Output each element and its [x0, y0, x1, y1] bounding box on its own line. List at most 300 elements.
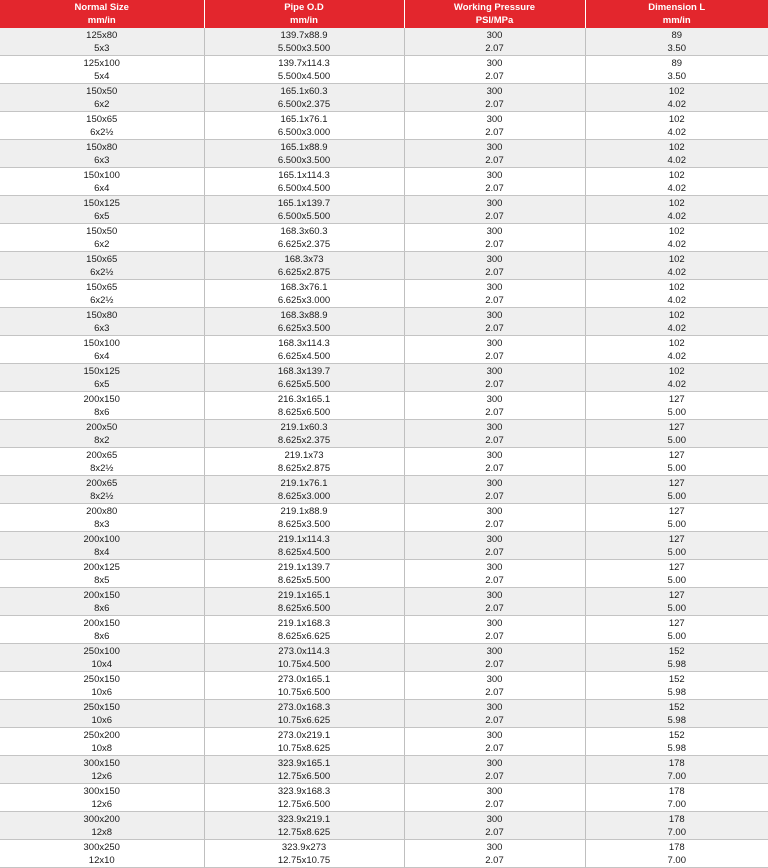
imperial-value: 2.07	[405, 322, 585, 335]
table-row	[0, 168, 768, 196]
dimension-l-cell	[585, 532, 768, 560]
imperial-value: 5.00	[586, 434, 768, 447]
header-title: Working Pressure	[405, 1, 585, 14]
imperial-value: 4.02	[586, 266, 768, 279]
working-pressure-cell	[404, 448, 585, 476]
working-pressure-cell	[404, 504, 585, 532]
pipe-od-cell	[204, 476, 404, 504]
header-title: Normal Size	[0, 1, 204, 14]
working-pressure-cell	[404, 644, 585, 672]
metric-value: 102	[586, 281, 768, 294]
metric-value: 219.1x60.3	[205, 421, 404, 434]
imperial-value: 10x6	[0, 714, 204, 727]
imperial-value: 6.500x3.500	[205, 154, 404, 167]
working-pressure-cell	[404, 616, 585, 644]
imperial-value: 12.75x6.500	[205, 798, 404, 811]
table-row	[0, 784, 768, 812]
metric-value: 200x65	[0, 477, 204, 490]
metric-value: 150x65	[0, 281, 204, 294]
imperial-value: 6x2½	[0, 266, 204, 279]
working-pressure-cell	[404, 252, 585, 280]
table-header	[0, 0, 768, 28]
metric-value: 219.1x165.1	[205, 589, 404, 602]
imperial-value: 7.00	[586, 770, 768, 783]
imperial-value: 2.07	[405, 546, 585, 559]
metric-value: 323.9x273	[205, 841, 404, 854]
imperial-value: 6x4	[0, 350, 204, 363]
metric-value: 300	[405, 533, 585, 546]
metric-value: 300	[405, 85, 585, 98]
working-pressure-cell	[404, 196, 585, 224]
imperial-value: 2.07	[405, 378, 585, 391]
metric-value: 300	[405, 505, 585, 518]
metric-value: 300x150	[0, 785, 204, 798]
metric-value: 139.7x88.9	[205, 29, 404, 42]
metric-value: 127	[586, 449, 768, 462]
imperial-value: 4.02	[586, 378, 768, 391]
dimension-l-cell	[585, 448, 768, 476]
metric-value: 219.1x168.3	[205, 617, 404, 630]
working-pressure-cell	[404, 784, 585, 812]
normal-size-cell	[0, 784, 204, 812]
imperial-value: 5x3	[0, 42, 204, 55]
imperial-value: 6.500x5.500	[205, 210, 404, 223]
imperial-value: 8x3	[0, 518, 204, 531]
pipe-od-cell	[204, 28, 404, 56]
imperial-value: 10.75x6.625	[205, 714, 404, 727]
imperial-value: 10x6	[0, 686, 204, 699]
imperial-value: 2.07	[405, 658, 585, 671]
metric-value: 178	[586, 785, 768, 798]
working-pressure-cell	[404, 672, 585, 700]
metric-value: 165.1x76.1	[205, 113, 404, 126]
imperial-value: 5.98	[586, 714, 768, 727]
imperial-value: 2.07	[405, 574, 585, 587]
imperial-value: 4.02	[586, 182, 768, 195]
table-row	[0, 672, 768, 700]
working-pressure-cell	[404, 280, 585, 308]
table-row	[0, 112, 768, 140]
normal-size-cell	[0, 672, 204, 700]
imperial-value: 5.98	[586, 658, 768, 671]
normal-size-cell	[0, 168, 204, 196]
dimension-l-cell	[585, 112, 768, 140]
normal-size-cell	[0, 560, 204, 588]
normal-size-cell	[0, 840, 204, 868]
working-pressure-cell	[404, 140, 585, 168]
normal-size-cell	[0, 700, 204, 728]
table-row	[0, 308, 768, 336]
metric-value: 200x65	[0, 449, 204, 462]
table-row	[0, 504, 768, 532]
metric-value: 219.1x139.7	[205, 561, 404, 574]
normal-size-cell	[0, 532, 204, 560]
dimension-l-cell	[585, 476, 768, 504]
dimension-l-cell	[585, 140, 768, 168]
metric-value: 323.9x168.3	[205, 785, 404, 798]
dimension-l-cell	[585, 308, 768, 336]
imperial-value: 8x5	[0, 574, 204, 587]
metric-value: 127	[586, 589, 768, 602]
imperial-value: 2.07	[405, 686, 585, 699]
imperial-value: 2.07	[405, 266, 585, 279]
table-row	[0, 476, 768, 504]
normal-size-cell	[0, 476, 204, 504]
imperial-value: 8x6	[0, 630, 204, 643]
imperial-value: 12x6	[0, 770, 204, 783]
metric-value: 127	[586, 617, 768, 630]
working-pressure-cell	[404, 756, 585, 784]
metric-value: 150x50	[0, 85, 204, 98]
imperial-value: 6.625x3.000	[205, 294, 404, 307]
imperial-value: 7.00	[586, 854, 768, 867]
normal-size-cell	[0, 308, 204, 336]
imperial-value: 8x6	[0, 406, 204, 419]
imperial-value: 8.625x2.375	[205, 434, 404, 447]
table-row	[0, 56, 768, 84]
normal-size-cell	[0, 420, 204, 448]
imperial-value: 2.07	[405, 742, 585, 755]
imperial-value: 2.07	[405, 714, 585, 727]
pipe-od-cell	[204, 728, 404, 756]
header-normal-size	[0, 0, 204, 28]
dimension-l-cell	[585, 560, 768, 588]
table-row	[0, 84, 768, 112]
metric-value: 152	[586, 701, 768, 714]
header-pipe-od	[204, 0, 404, 28]
metric-value: 102	[586, 309, 768, 322]
dimension-l-cell	[585, 168, 768, 196]
metric-value: 300	[405, 113, 585, 126]
dimension-l-cell	[585, 336, 768, 364]
pipe-od-cell	[204, 168, 404, 196]
pipe-od-cell	[204, 784, 404, 812]
normal-size-cell	[0, 756, 204, 784]
imperial-value: 6x5	[0, 378, 204, 391]
pipe-od-cell	[204, 364, 404, 392]
dimension-l-cell	[585, 84, 768, 112]
dimension-l-cell	[585, 420, 768, 448]
imperial-value: 8.625x5.500	[205, 574, 404, 587]
pipe-od-cell	[204, 224, 404, 252]
dimension-l-cell	[585, 812, 768, 840]
metric-value: 250x100	[0, 645, 204, 658]
pipe-od-cell	[204, 616, 404, 644]
metric-value: 102	[586, 85, 768, 98]
table-body	[0, 28, 768, 868]
metric-value: 300	[405, 449, 585, 462]
pipe-od-cell	[204, 812, 404, 840]
metric-value: 152	[586, 645, 768, 658]
metric-value: 273.0x219.1	[205, 729, 404, 742]
normal-size-cell	[0, 112, 204, 140]
imperial-value: 2.07	[405, 490, 585, 503]
imperial-value: 4.02	[586, 350, 768, 363]
table-row	[0, 756, 768, 784]
metric-value: 150x125	[0, 197, 204, 210]
pipe-od-cell	[204, 56, 404, 84]
dimension-l-cell	[585, 644, 768, 672]
imperial-value: 4.02	[586, 322, 768, 335]
imperial-value: 6.625x5.500	[205, 378, 404, 391]
imperial-value: 8x2½	[0, 462, 204, 475]
metric-value: 273.0x165.1	[205, 673, 404, 686]
metric-value: 250x150	[0, 673, 204, 686]
normal-size-cell	[0, 280, 204, 308]
metric-value: 300	[405, 813, 585, 826]
table-row	[0, 588, 768, 616]
imperial-value: 6.625x4.500	[205, 350, 404, 363]
working-pressure-cell	[404, 728, 585, 756]
imperial-value: 2.07	[405, 350, 585, 363]
metric-value: 102	[586, 253, 768, 266]
imperial-value: 5.00	[586, 518, 768, 531]
pipe-od-cell	[204, 420, 404, 448]
imperial-value: 5.00	[586, 406, 768, 419]
metric-value: 300	[405, 673, 585, 686]
metric-value: 300	[405, 841, 585, 854]
metric-value: 127	[586, 533, 768, 546]
imperial-value: 5.500x3.500	[205, 42, 404, 55]
metric-value: 200x150	[0, 617, 204, 630]
normal-size-cell	[0, 196, 204, 224]
metric-value: 89	[586, 29, 768, 42]
table-row	[0, 812, 768, 840]
imperial-value: 5.98	[586, 742, 768, 755]
imperial-value: 6x3	[0, 322, 204, 335]
table-row	[0, 196, 768, 224]
metric-value: 150x100	[0, 169, 204, 182]
imperial-value: 6x2½	[0, 126, 204, 139]
metric-value: 178	[586, 757, 768, 770]
metric-value: 102	[586, 113, 768, 126]
metric-value: 150x100	[0, 337, 204, 350]
pipe-od-cell	[204, 588, 404, 616]
imperial-value: 6.500x2.375	[205, 98, 404, 111]
table-row	[0, 392, 768, 420]
imperial-value: 12.75x10.75	[205, 854, 404, 867]
dimension-l-cell	[585, 504, 768, 532]
table-row	[0, 700, 768, 728]
metric-value: 300	[405, 225, 585, 238]
dimension-l-cell	[585, 672, 768, 700]
header-title: Pipe O.D	[205, 1, 404, 14]
imperial-value: 2.07	[405, 294, 585, 307]
metric-value: 300	[405, 757, 585, 770]
dimension-l-cell	[585, 728, 768, 756]
normal-size-cell	[0, 504, 204, 532]
imperial-value: 2.07	[405, 42, 585, 55]
normal-size-cell	[0, 364, 204, 392]
header-title: Dimension L	[586, 1, 768, 14]
imperial-value: 10.75x6.500	[205, 686, 404, 699]
imperial-value: 6.625x2.375	[205, 238, 404, 251]
dimension-l-cell	[585, 196, 768, 224]
metric-value: 127	[586, 477, 768, 490]
normal-size-cell	[0, 812, 204, 840]
imperial-value: 2.07	[405, 602, 585, 615]
pipe-od-cell	[204, 504, 404, 532]
metric-value: 300	[405, 589, 585, 602]
normal-size-cell	[0, 644, 204, 672]
imperial-value: 6x4	[0, 182, 204, 195]
imperial-value: 4.02	[586, 154, 768, 167]
working-pressure-cell	[404, 700, 585, 728]
imperial-value: 5.00	[586, 630, 768, 643]
imperial-value: 2.07	[405, 630, 585, 643]
metric-value: 165.1x60.3	[205, 85, 404, 98]
metric-value: 300	[405, 365, 585, 378]
normal-size-cell	[0, 252, 204, 280]
working-pressure-cell	[404, 840, 585, 868]
metric-value: 300	[405, 701, 585, 714]
metric-value: 250x200	[0, 729, 204, 742]
metric-value: 300	[405, 617, 585, 630]
metric-value: 102	[586, 225, 768, 238]
metric-value: 300	[405, 393, 585, 406]
metric-value: 89	[586, 57, 768, 70]
header-unit: PSI/MPa	[405, 14, 585, 27]
metric-value: 300	[405, 785, 585, 798]
imperial-value: 5.98	[586, 686, 768, 699]
imperial-value: 6x2	[0, 238, 204, 251]
metric-value: 300	[405, 169, 585, 182]
working-pressure-cell	[404, 588, 585, 616]
metric-value: 219.1x114.3	[205, 533, 404, 546]
dimension-l-cell	[585, 392, 768, 420]
metric-value: 165.1x88.9	[205, 141, 404, 154]
normal-size-cell	[0, 448, 204, 476]
imperial-value: 10.75x8.625	[205, 742, 404, 755]
imperial-value: 2.07	[405, 98, 585, 111]
metric-value: 139.7x114.3	[205, 57, 404, 70]
metric-value: 152	[586, 729, 768, 742]
working-pressure-cell	[404, 812, 585, 840]
metric-value: 200x150	[0, 393, 204, 406]
imperial-value: 8.625x3.000	[205, 490, 404, 503]
imperial-value: 5.00	[586, 574, 768, 587]
metric-value: 200x80	[0, 505, 204, 518]
imperial-value: 2.07	[405, 406, 585, 419]
normal-size-cell	[0, 56, 204, 84]
metric-value: 102	[586, 197, 768, 210]
working-pressure-cell	[404, 420, 585, 448]
metric-value: 300x250	[0, 841, 204, 854]
working-pressure-cell	[404, 392, 585, 420]
imperial-value: 5x4	[0, 70, 204, 83]
metric-value: 150x80	[0, 309, 204, 322]
metric-value: 127	[586, 421, 768, 434]
dimension-l-cell	[585, 364, 768, 392]
pipe-od-cell	[204, 112, 404, 140]
dimension-l-cell	[585, 252, 768, 280]
dimension-l-cell	[585, 616, 768, 644]
table-row	[0, 532, 768, 560]
imperial-value: 6x5	[0, 210, 204, 223]
dimension-l-cell	[585, 700, 768, 728]
imperial-value: 8x2½	[0, 490, 204, 503]
imperial-value: 8.625x6.500	[205, 602, 404, 615]
pipe-od-cell	[204, 280, 404, 308]
metric-value: 300	[405, 141, 585, 154]
normal-size-cell	[0, 224, 204, 252]
metric-value: 219.1x76.1	[205, 477, 404, 490]
table-row	[0, 728, 768, 756]
imperial-value: 6.500x3.000	[205, 126, 404, 139]
imperial-value: 6.500x4.500	[205, 182, 404, 195]
pipe-od-cell	[204, 448, 404, 476]
imperial-value: 4.02	[586, 210, 768, 223]
metric-value: 102	[586, 141, 768, 154]
metric-value: 152	[586, 673, 768, 686]
normal-size-cell	[0, 28, 204, 56]
pipe-od-cell	[204, 840, 404, 868]
imperial-value: 3.50	[586, 42, 768, 55]
imperial-value: 8x4	[0, 546, 204, 559]
imperial-value: 2.07	[405, 826, 585, 839]
metric-value: 150x80	[0, 141, 204, 154]
pipe-od-cell	[204, 532, 404, 560]
working-pressure-cell	[404, 336, 585, 364]
table-row	[0, 140, 768, 168]
imperial-value: 7.00	[586, 826, 768, 839]
normal-size-cell	[0, 84, 204, 112]
metric-value: 150x50	[0, 225, 204, 238]
metric-value: 200x100	[0, 533, 204, 546]
imperial-value: 8.625x6.625	[205, 630, 404, 643]
working-pressure-cell	[404, 560, 585, 588]
metric-value: 300	[405, 197, 585, 210]
metric-value: 102	[586, 365, 768, 378]
pipe-od-cell	[204, 644, 404, 672]
header-unit: mm/in	[205, 14, 404, 27]
metric-value: 168.3x114.3	[205, 337, 404, 350]
pipe-od-cell	[204, 560, 404, 588]
imperial-value: 12x10	[0, 854, 204, 867]
working-pressure-cell	[404, 532, 585, 560]
metric-value: 300	[405, 253, 585, 266]
header-dimension-l	[585, 0, 768, 28]
metric-value: 178	[586, 841, 768, 854]
working-pressure-cell	[404, 224, 585, 252]
imperial-value: 6.625x3.500	[205, 322, 404, 335]
normal-size-cell	[0, 616, 204, 644]
pipe-od-cell	[204, 84, 404, 112]
working-pressure-cell	[404, 308, 585, 336]
metric-value: 300	[405, 337, 585, 350]
dimension-l-cell	[585, 756, 768, 784]
metric-value: 168.3x139.7	[205, 365, 404, 378]
imperial-value: 7.00	[586, 798, 768, 811]
imperial-value: 2.07	[405, 238, 585, 251]
imperial-value: 8x6	[0, 602, 204, 615]
pipe-od-cell	[204, 336, 404, 364]
imperial-value: 5.00	[586, 490, 768, 503]
table-row	[0, 364, 768, 392]
metric-value: 125x80	[0, 29, 204, 42]
imperial-value: 2.07	[405, 798, 585, 811]
metric-value: 300x200	[0, 813, 204, 826]
table-row	[0, 280, 768, 308]
metric-value: 300	[405, 421, 585, 434]
working-pressure-cell	[404, 28, 585, 56]
table-row	[0, 840, 768, 868]
metric-value: 200x50	[0, 421, 204, 434]
pipe-od-cell	[204, 308, 404, 336]
metric-value: 168.3x60.3	[205, 225, 404, 238]
dimension-l-cell	[585, 56, 768, 84]
imperial-value: 12x8	[0, 826, 204, 839]
